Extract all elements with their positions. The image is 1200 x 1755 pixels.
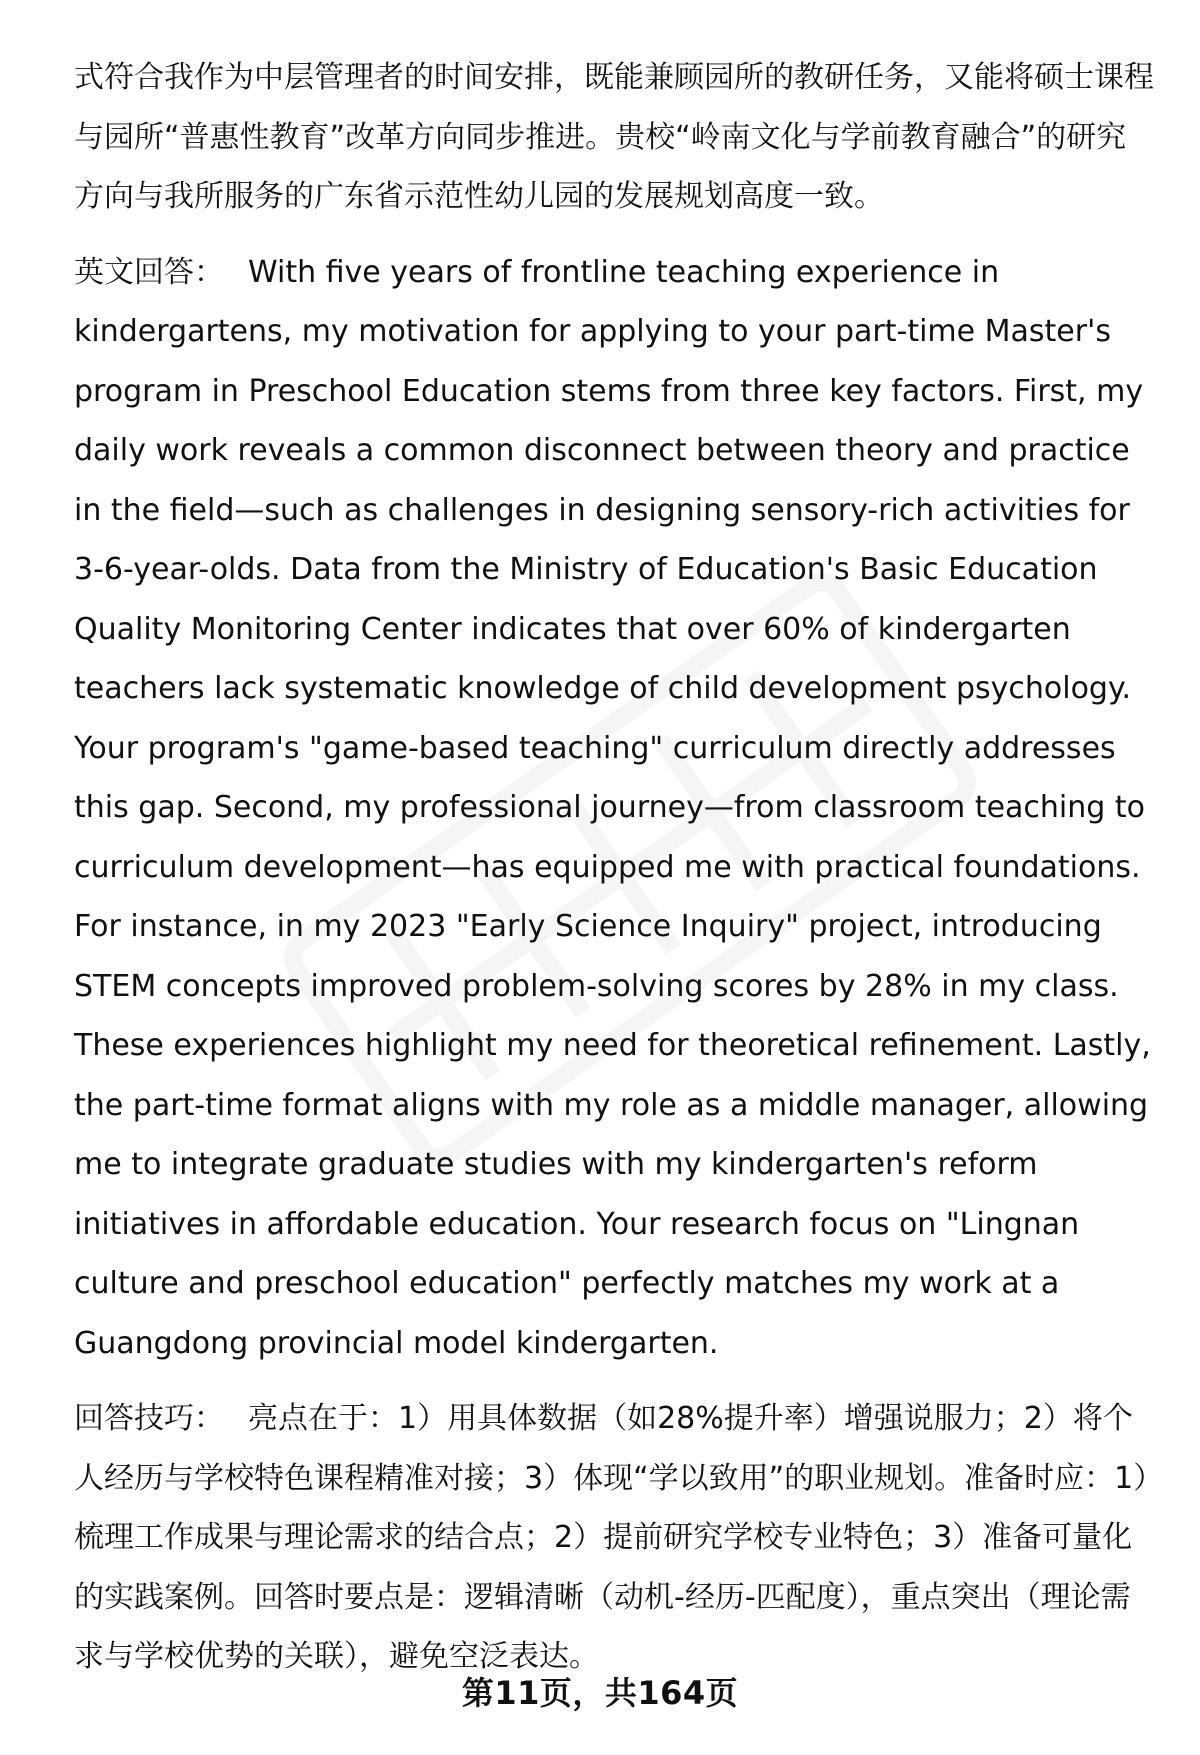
intro-text: 式符合我作为中层管理者的时间安排，既能兼顾园所的教研任务，又能将硕士课程与园所“普惠性教育”改革方向同步推进。贵校“岭南文化与学前教育融合”的研究方向与我所服务的广东省示范性幼儿园的发展规划高度一致。 [74,60,1154,214]
page-number-footer: 第11页，共164页 [461,1674,739,1712]
tips-text: 亮点在于：1）用具体数据（如28%提升率）增强说服力；2）将个人经历与学校特色课程精准对接；3）体现“学以致用”的职业规划。准备时应：1）梳理工作成果与理论需求的结合点；2）提前研究学校专业特色；3）准备可量化的实践案例。回答时要点是：逻辑清晰（动机-经历-匹配度），重点突出（理论需求与学校优势的关联），避免空泛表达。 [74,1401,1149,1674]
english-answer-label: 英文回答： [74,254,224,290]
english-answer-text: With five years of frontline teaching experience in kindergartens, my motivation for applying to your part-time Master's program in Preschool Education stems from three key factors. First, my daily work reveals a common disconnect between theory and practice in the field—such as challenges in designing sensory-rich activities for 3-6-year-olds. Data from the Ministry of Education's Basic Education Quality Monitoring Center indicates that over 60% of kindergarten teachers lack systematic knowledge of child development psychology. Your program's "game-based teaching" curriculum directly addresses this gap. Second, my professional journey—from classroom teaching to curriculum development—has equipped me with practical foundations. For instance, in my 2023 "Early Science Inquiry" project, introducing STEM concepts improved problem-solving scores by 28% in my class. These experiences highlight my need for theoretical refinement. Lastly, the part-time format aligns with my role as a middle manager, allowing me to integrate graduate studies with my kindergarten's reform initiatives in affordable education. Your research focus on "Lingnan culture and preschool education" perfectly matches my work at a Guangdong provincial model kindergarten. [74,254,1151,1361]
english-answer-paragraph [74,243,1154,1374]
intro-paragraph [74,48,1154,227]
tips-label: 回答技巧： [74,1401,224,1436]
document-body [74,48,1154,1703]
tips-paragraph [74,1389,1154,1687]
